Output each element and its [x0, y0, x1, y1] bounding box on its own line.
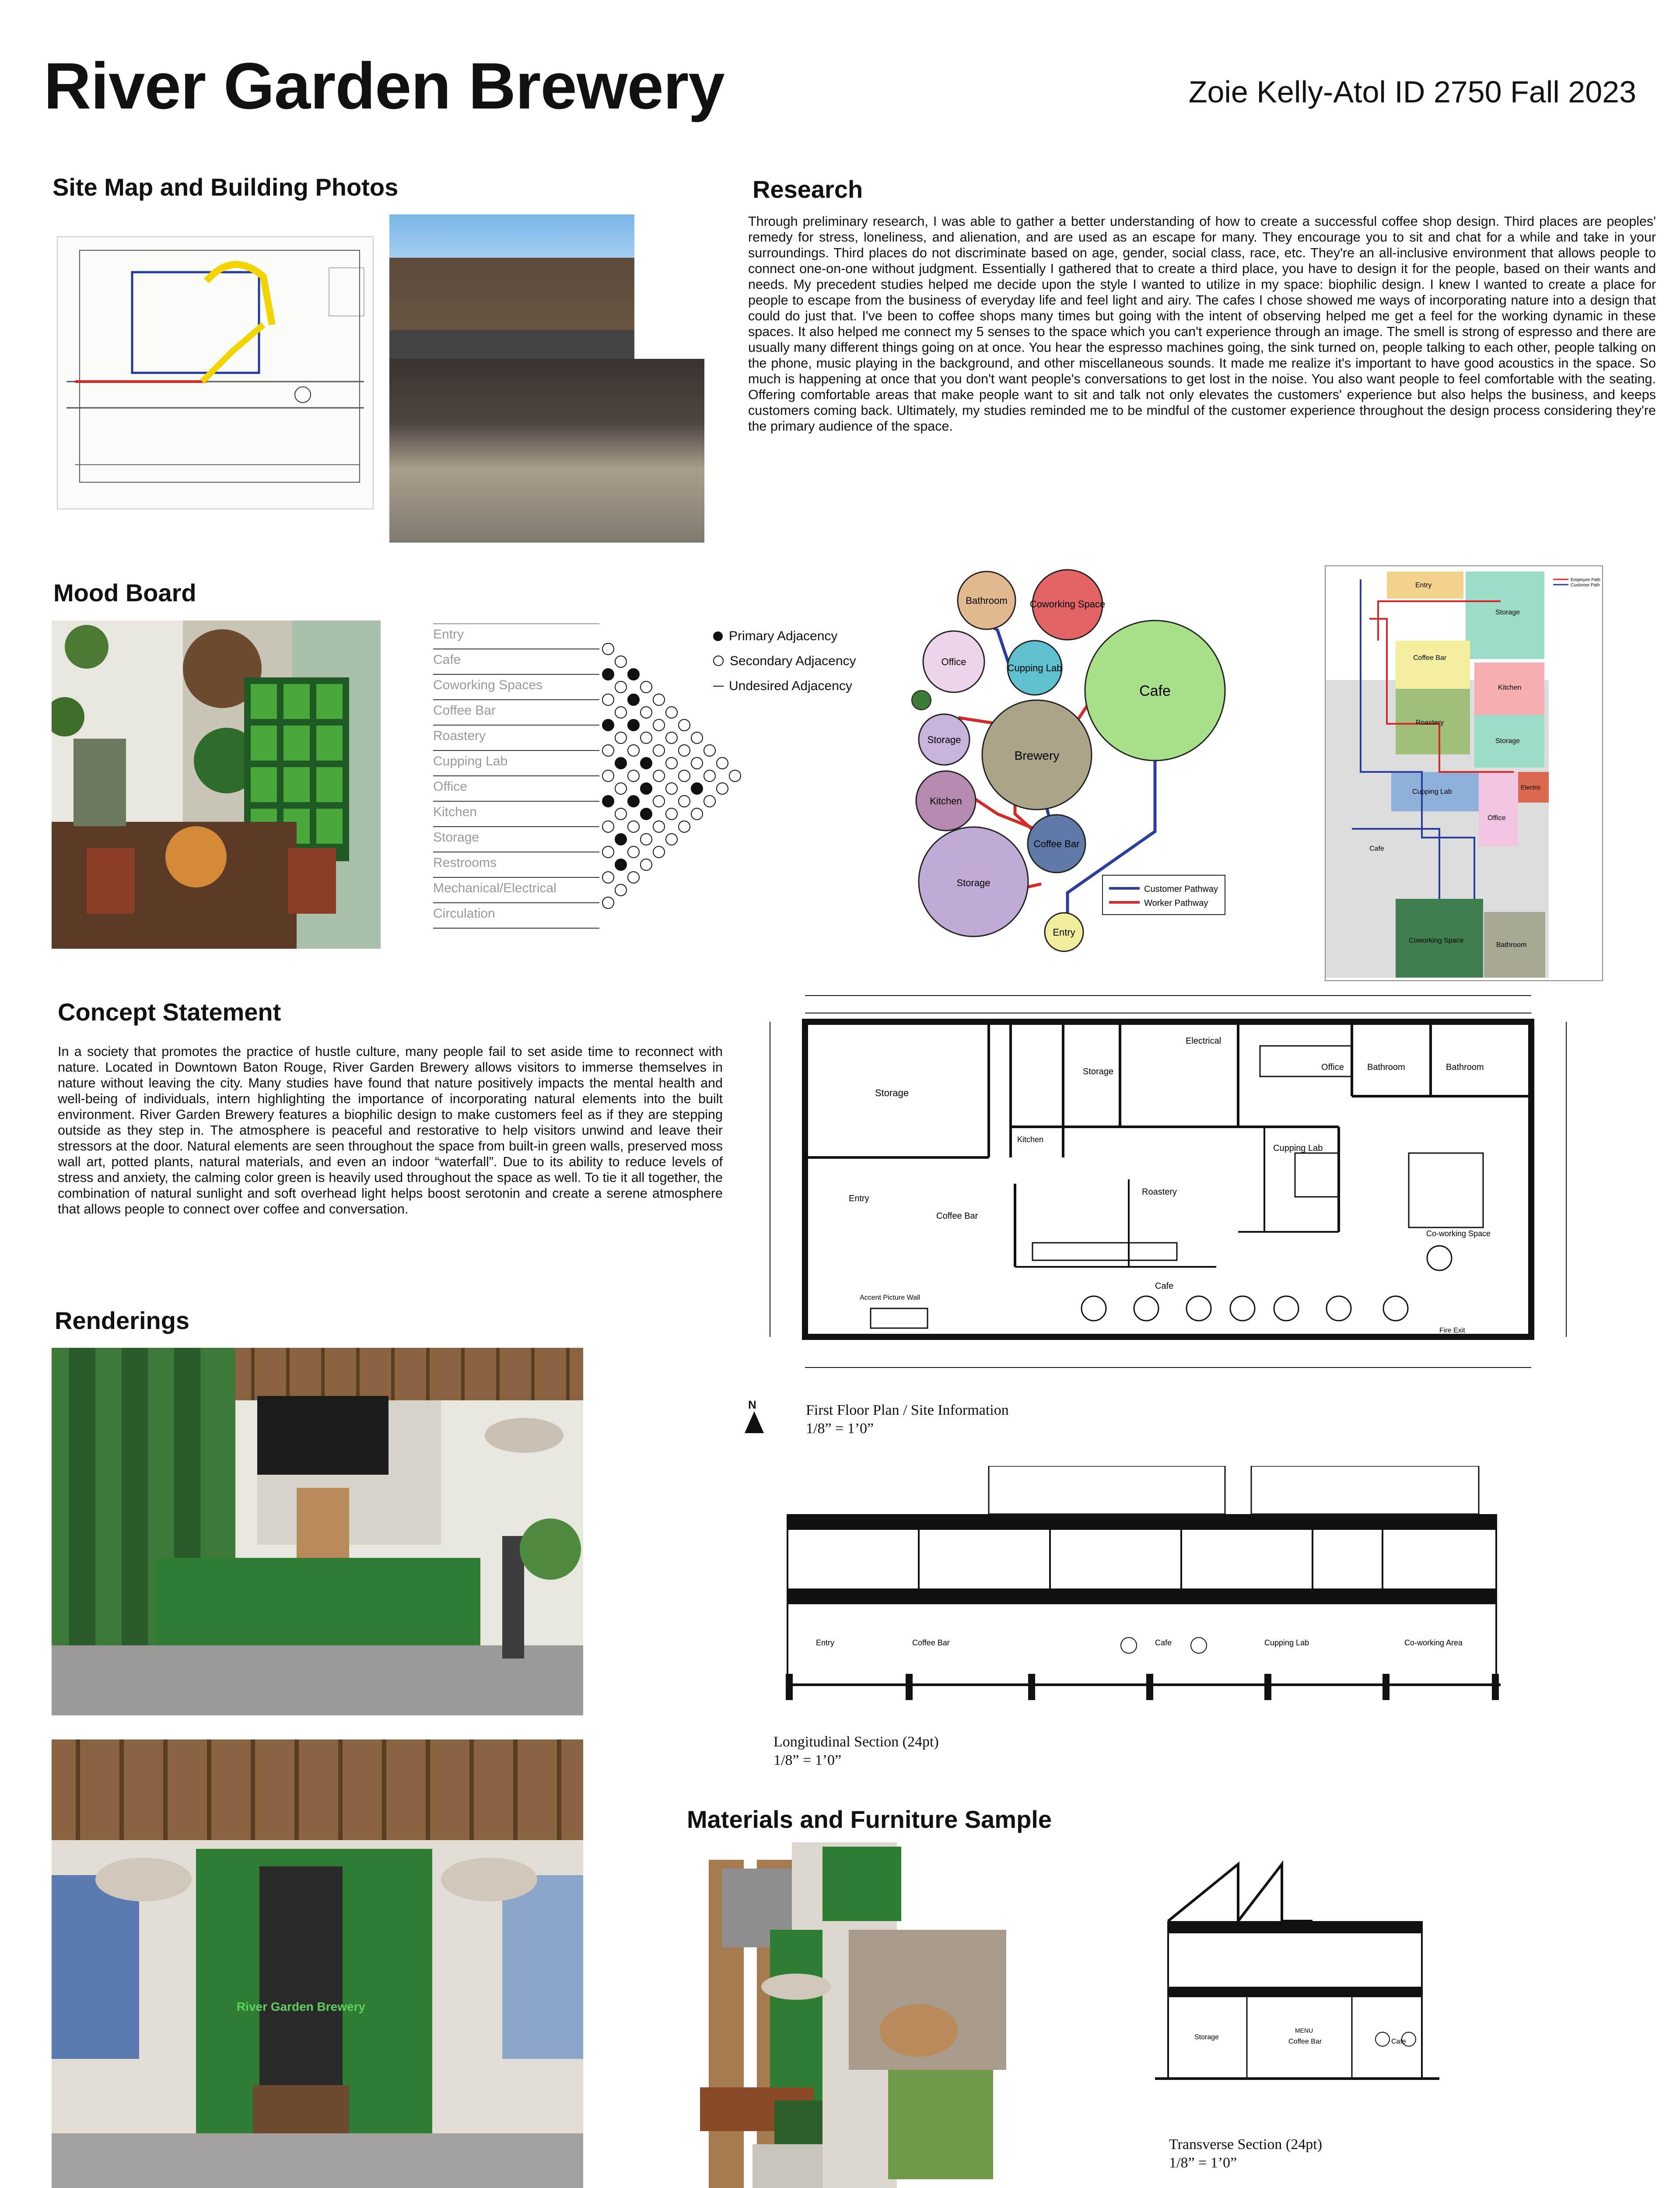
plan-fire-exit: Fire Exit	[1439, 1327, 1465, 1334]
adj-primary-dot	[628, 796, 639, 807]
adj-row: Coworking Spaces	[433, 678, 543, 692]
concept-heading: Concept Statement	[58, 998, 281, 1026]
adj-row: Storage	[433, 830, 480, 845]
block-electric: Electric	[1521, 784, 1541, 791]
adj-primary-dot	[640, 808, 652, 820]
adj-secondary-dot	[653, 719, 665, 731]
mood-board-heading: Mood Board	[53, 579, 196, 607]
adj-secondary-dot	[628, 770, 639, 782]
adj-secondary-dot	[717, 757, 728, 769]
adj-secondary-dot	[666, 834, 677, 845]
bubble-kitchen: Kitchen	[930, 796, 962, 806]
adj-primary-dot	[691, 783, 703, 794]
adj-secondary-dot	[653, 821, 665, 832]
block-diagram	[1325, 565, 1603, 981]
plan-cafe: Cafe	[1155, 1281, 1174, 1291]
adj-secondary-dot	[704, 796, 715, 807]
plan-entry: Entry	[849, 1194, 869, 1203]
lsec-cupping-lab: Cupping Lab	[1264, 1638, 1309, 1647]
adj-primary-dot	[615, 757, 626, 769]
adj-secondary-dot	[691, 808, 703, 820]
block-coffee-bar: Coffee Bar	[1413, 654, 1447, 662]
adj-secondary-dot	[640, 834, 652, 845]
adj-secondary-dot	[717, 783, 728, 794]
adj-secondary-dot	[615, 707, 626, 718]
adj-secondary-dot	[602, 770, 614, 782]
lsec-coworking: Co-working Area	[1404, 1638, 1463, 1647]
adj-secondary-dot	[653, 770, 665, 782]
lsec-cafe: Cafe	[1155, 1638, 1172, 1647]
materials-heading: Materials and Furniture Sample	[687, 1806, 1052, 1833]
research-paragraph: Through preliminary research, I was able to gather a better understanding of how to create a successful coffee shop design. Third places are peoples' remedy for stress, loneliness, and alienation, and are used as an escape for many. They encourage you to sit and chat for a while and take in your surroundings. Third places do not discriminate based on age, gender, social class, race, etc. They're an all-inclusive environment that allows people to connect one-on-one without judgment. Essentially I gathered that to create a third place, you have to design it for the people, based on their wants and needs. My precedent studies helped me decide upon the style I wanted to utilize in my space: biophilic design. I knew I wanted to create a place for people to escape from the business of everyday life and feel light and airy. The cafes I chose showed me ways of incorporating nature into a design that could do just that. I've been to coffee shops many times but going with the intent of observing helped me get a feel for the working dynamic in these spaces. It also helped me connect my 5 senses to the space which you can't experience through an image. The smell is strong of espresso and there are usually many different things going on at once. You hear the espresso machines going, the sink turned on, people talking to each other, people talking on the phone, music playing in the background, and other miscellaneous sounds. It made me realize it's important to have good acoustics in the space. So much is happening at once that you don't want people's conversations to get lost in the noise. You also want people to feel comfortable with the seating. Offering comfortable areas that make people want to sit and talk not only elevates the customers' experience but also helps the business, and keeps customers coming back. Ultimately, my studies reminded me to be mindful of the customer experience throughout the design process considering they're the primary audience of the space.	[748, 214, 1656, 434]
bubble-bathroom: Bathroom	[966, 595, 1008, 606]
block-bathroom: Bathroom	[1496, 941, 1527, 949]
materials-board	[700, 1842, 1006, 2188]
trans-section-caption: Transverse Section (24pt) 1/8” = 1’0”	[1169, 2136, 1323, 2171]
adj-secondary-dot	[628, 745, 639, 756]
adj-secondary-dot	[602, 745, 614, 756]
plan-accent-wall: Accent Picture Wall	[860, 1294, 920, 1301]
bubble-storage: Storage	[927, 734, 961, 745]
adj-secondary-dot	[615, 884, 626, 896]
lsec-entry: Entry	[816, 1638, 835, 1647]
plan-caption: First Floor Plan / Site Information 1/8” = 1’0”	[806, 1402, 1009, 1437]
adj-secondary-dot	[653, 745, 665, 756]
adj-primary-dot	[628, 694, 639, 705]
adj-primary-dot	[640, 783, 652, 794]
block-office: Office	[1488, 814, 1506, 822]
adj-row: Cupping Lab	[433, 754, 508, 768]
bubble-entry: Entry	[1053, 927, 1075, 938]
legend-customer-pathway: Customer Pathway	[1144, 884, 1218, 894]
tsec-menu: MENU	[1295, 2027, 1313, 2034]
legend-worker-pathway: Worker Pathway	[1144, 898, 1208, 908]
building-interior-photo	[389, 359, 704, 543]
legend-primary: Primary Adjacency	[713, 624, 856, 649]
adj-primary-dot	[602, 719, 614, 731]
bubble-coworking: Coworking Space	[1029, 599, 1106, 610]
adj-secondary-dot	[704, 770, 715, 782]
concept-paragraph: In a society that promotes the practice of hustle culture, many people fail to set aside time to reconnect with nature. Located in Downtown Baton Rouge, River Garden Brewery allows visitors to immerse themselves in nature without leaving the city. Many studies have found that nature positively impacts the mental health and well-being of individuals, intern highlighting the importance of incorporating natural elements into the built environment. River Garden Brewery features a biophilic design to make customers feel as if they are stepping outside as they step in. The atmosphere is peaceful and restorative to help visitors unwind and leave their stressors at the door. Natural elements are seen throughout the space from built-in green walls, preserved moss wall art, potted plants, natural materials, and even an indoor “waterfall”. Due to its ability to reduce levels of stress and anxiety, the calming color green is heavily used throughout the space as well. To tie it all together, the combination of natural sunlight and soft overhead light helps boost serotonin and create a serene atmosphere that allows people to connect over coffee and conversation.	[58, 1044, 723, 1217]
tsec-coffee-bar: Coffee Bar	[1288, 2038, 1322, 2045]
block-cupping-lab: Cupping Lab	[1412, 788, 1452, 796]
adj-primary-dot	[602, 669, 614, 680]
adj-row: Entry	[433, 627, 464, 642]
block-cafe: Cafe	[1369, 845, 1384, 852]
adj-secondary-dot	[628, 846, 639, 858]
adj-row: Cafe	[433, 652, 461, 667]
adj-row: Roastery	[433, 729, 486, 743]
plan-kitchen: Kitchen	[1017, 1135, 1044, 1144]
adj-secondary-dot	[691, 757, 703, 769]
adj-secondary-dot	[615, 656, 626, 667]
block-entry: Entry	[1415, 582, 1432, 589]
adjacency-row-labels	[433, 624, 599, 939]
adj-secondary-dot	[602, 694, 614, 705]
north-label: N	[748, 1398, 756, 1411]
adj-secondary-dot	[729, 770, 741, 782]
adj-secondary-dot	[640, 707, 652, 718]
block-storage: Storage	[1495, 609, 1520, 616]
site-map-sketch	[57, 236, 374, 509]
bubble-storage-2: Storage	[956, 877, 990, 888]
adj-secondary-dot	[679, 821, 690, 832]
legend-undesired: Undesired Adjacency	[713, 673, 856, 698]
plan-storage: Storage	[875, 1087, 909, 1098]
adj-row: Restrooms	[433, 856, 497, 870]
adj-secondary-dot	[602, 643, 614, 655]
adj-secondary-dot	[679, 719, 690, 731]
adj-secondary-dot	[666, 757, 677, 769]
adj-secondary-dot	[666, 808, 677, 820]
adj-secondary-dot	[602, 821, 614, 832]
adj-primary-dot	[602, 796, 614, 807]
plan-coworking: Co-working Space	[1426, 1229, 1491, 1238]
site-map-heading: Site Map and Building Photos	[52, 173, 399, 201]
adj-primary-dot	[628, 669, 639, 680]
plan-coffee-bar: Coffee Bar	[936, 1211, 978, 1221]
plan-office: Office	[1321, 1062, 1344, 1072]
block-coworking: Coworking Space	[1409, 937, 1464, 944]
adj-secondary-dot	[615, 732, 626, 743]
adj-secondary-dot	[679, 770, 690, 782]
bubble-cafe: Cafe	[1139, 683, 1171, 699]
bubble-office: Office	[941, 656, 966, 667]
adjacency-legend	[713, 624, 856, 698]
transverse-section	[1138, 1855, 1452, 2118]
rendering-sign: River Garden Brewery	[236, 2000, 366, 2013]
adj-row: Mechanical/Electrical	[433, 881, 556, 895]
adj-secondary-dot	[666, 707, 677, 718]
adj-secondary-dot	[704, 745, 715, 756]
plan-bathroom: Bathroom	[1367, 1062, 1405, 1072]
adj-secondary-dot	[615, 681, 626, 693]
adj-secondary-dot	[653, 846, 665, 858]
adj-row: Office	[433, 779, 467, 794]
adj-row: Coffee Bar	[433, 703, 496, 718]
adj-primary-dot	[615, 834, 626, 845]
tsec-cafe: Cafe	[1391, 2038, 1406, 2045]
lsec-coffee-bar: Coffee Bar	[912, 1638, 950, 1647]
bubble-diagram	[910, 569, 1234, 954]
plan-storage-2: Storage	[1083, 1067, 1114, 1076]
adj-secondary-dot	[666, 732, 677, 743]
north-arrow-icon	[745, 1411, 764, 1433]
adj-secondary-dot	[666, 783, 677, 794]
adj-secondary-dot	[602, 872, 614, 883]
rendering-entry	[52, 1739, 583, 2188]
longitudinal-section	[761, 1466, 1522, 1724]
dash-icon	[713, 686, 724, 687]
adj-row: Circulation	[433, 906, 495, 921]
adj-primary-dot	[615, 859, 626, 870]
adj-secondary-dot	[602, 846, 614, 858]
adj-secondary-dot	[653, 796, 665, 807]
adj-secondary-dot	[691, 732, 703, 743]
plan-cupping-lab: Cupping Lab	[1273, 1143, 1323, 1153]
adj-secondary-dot	[679, 796, 690, 807]
bubble-coffee-bar: Coffee Bar	[1033, 838, 1080, 849]
adj-secondary-dot	[615, 808, 626, 820]
legend-secondary: Secondary Adjacency	[713, 649, 856, 673]
block-kitchen: Kitchen	[1498, 684, 1522, 691]
legend-employee-path: Employee Path	[1571, 578, 1600, 582]
adj-secondary-dot	[640, 859, 652, 870]
adj-primary-dot	[640, 757, 652, 769]
legend-customer-path: Customer Path	[1571, 583, 1600, 588]
adj-row: Kitchen	[433, 805, 477, 819]
long-section-caption: Longitudinal Section (24pt) 1/8” = 1’0”	[774, 1734, 939, 1768]
adj-secondary-dot	[602, 897, 614, 908]
first-floor-plan	[761, 987, 1601, 1381]
adj-secondary-dot	[640, 681, 652, 693]
mood-board-collage	[52, 621, 381, 949]
renderings-heading: Renderings	[55, 1307, 190, 1334]
adj-secondary-dot	[640, 732, 652, 743]
adj-secondary-dot	[679, 745, 690, 756]
page-title: River Garden Brewery	[44, 49, 724, 123]
bubble-brewery: Brewery	[1014, 749, 1060, 762]
building-exterior-photo	[389, 214, 634, 359]
adj-secondary-dot	[615, 783, 626, 794]
block-storage-2: Storage	[1495, 737, 1520, 745]
open-dot-icon	[713, 656, 724, 666]
research-heading: Research	[752, 175, 863, 203]
plan-bathroom-2: Bathroom	[1446, 1062, 1484, 1072]
bubble-cupping-lab: Cupping Lab	[1007, 663, 1062, 673]
adj-primary-dot	[628, 719, 639, 731]
adj-secondary-dot	[628, 821, 639, 832]
block-roastery: Roastery	[1416, 719, 1444, 726]
author-line: Zoie Kelly-Atol ID 2750 Fall 2023	[1188, 75, 1636, 109]
tsec-storage: Storage	[1194, 2034, 1219, 2041]
plan-roastery: Roastery	[1142, 1187, 1177, 1197]
adj-secondary-dot	[628, 872, 639, 883]
rendering-coffee-bar	[52, 1348, 583, 1715]
filled-dot-icon	[713, 631, 723, 641]
plan-electrical: Electrical	[1186, 1036, 1222, 1046]
adj-secondary-dot	[653, 694, 665, 705]
